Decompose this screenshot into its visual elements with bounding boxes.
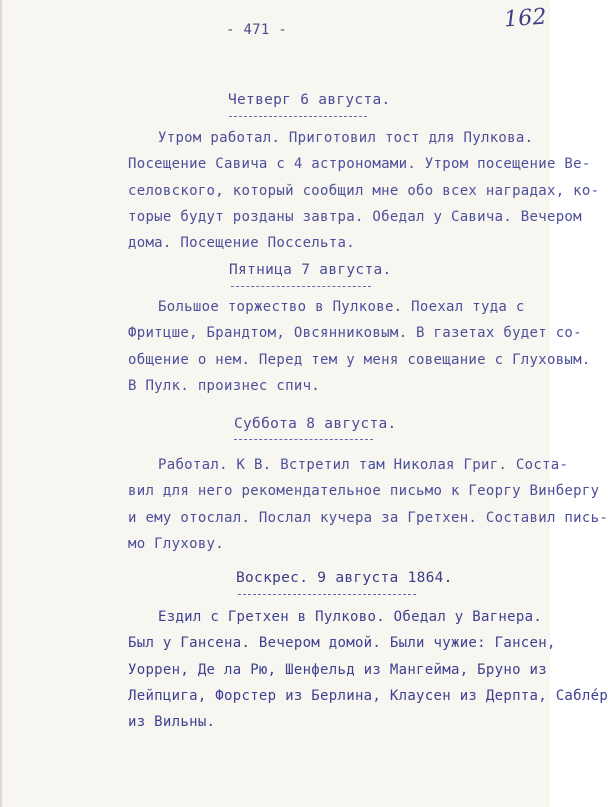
text-line: Уоррен, Де ла Рю, Шенфельд из Мангейма, Бруно из	[128, 661, 547, 678]
text-line: дома. Посещение Поссельта.	[128, 235, 355, 252]
page-number: - 471 -	[226, 22, 288, 38]
text-line: и ему отослал. Послал кучера за Гретхен. Составил пись-	[128, 509, 608, 526]
text-line: из Вильны.	[128, 714, 216, 731]
text-line: Ездил с Гретхен в Пулково. Обедал у Вагнера.	[158, 609, 543, 625]
text-line: Большое торжество в Пулкове. Поехал туда с	[158, 299, 525, 315]
entry-text-saturday	[128, 452, 608, 557]
heading-underline	[234, 439, 373, 440]
text-line: Работал. К В. Встретил там Николая Григ. Соста-	[158, 457, 569, 473]
entry-text-thursday	[128, 125, 600, 256]
heading-underline	[229, 116, 367, 117]
page-edge	[0, 0, 2, 807]
text-line: Был у Гансена. Вечером домой. Были чужие: Гансен,	[128, 635, 556, 652]
entry-heading-friday: Пятница 7 августа.	[229, 262, 392, 278]
text-line: мо Глухову.	[128, 535, 225, 552]
text-line: селовского, который сообщил мне обо всех наградах, ко-	[128, 182, 600, 199]
heading-underline	[238, 594, 416, 595]
text-line: общение о нем. Перед тем у меня совещание с Глуховым.	[128, 351, 591, 368]
text-line: Лейпцига, Форстер из Берлина, Клаусен из Дерпта, Сабле́р	[128, 687, 608, 704]
entry-text-friday	[128, 294, 591, 399]
text-line: В Пулк. произнес спич.	[128, 377, 321, 394]
text-line: Фритцше, Брандтом, Овсянниковым. В газетах будет со-	[128, 325, 582, 342]
text-line: вил для него рекомендательное письмо к Георгу Винбергу	[128, 483, 600, 500]
entry-heading-thursday: Четверг 6 августа.	[228, 92, 391, 108]
text-line: торые будут розданы завтра. Обедал у Савича. Вечером	[128, 208, 582, 225]
heading-underline	[231, 286, 371, 287]
entry-heading-sunday: Воскрес. 9 августа 1864.	[236, 570, 453, 586]
entry-text-sunday	[128, 604, 608, 735]
entry-heading-saturday: Суббота 8 августа.	[234, 416, 397, 432]
text-line: Утром работал. Приготовил тост для Пулкова.	[158, 130, 534, 146]
handwritten-page-number: 162	[503, 4, 548, 33]
text-line: Посещение Савича с 4 астрономами. Утром посещение Ве-	[128, 156, 591, 173]
